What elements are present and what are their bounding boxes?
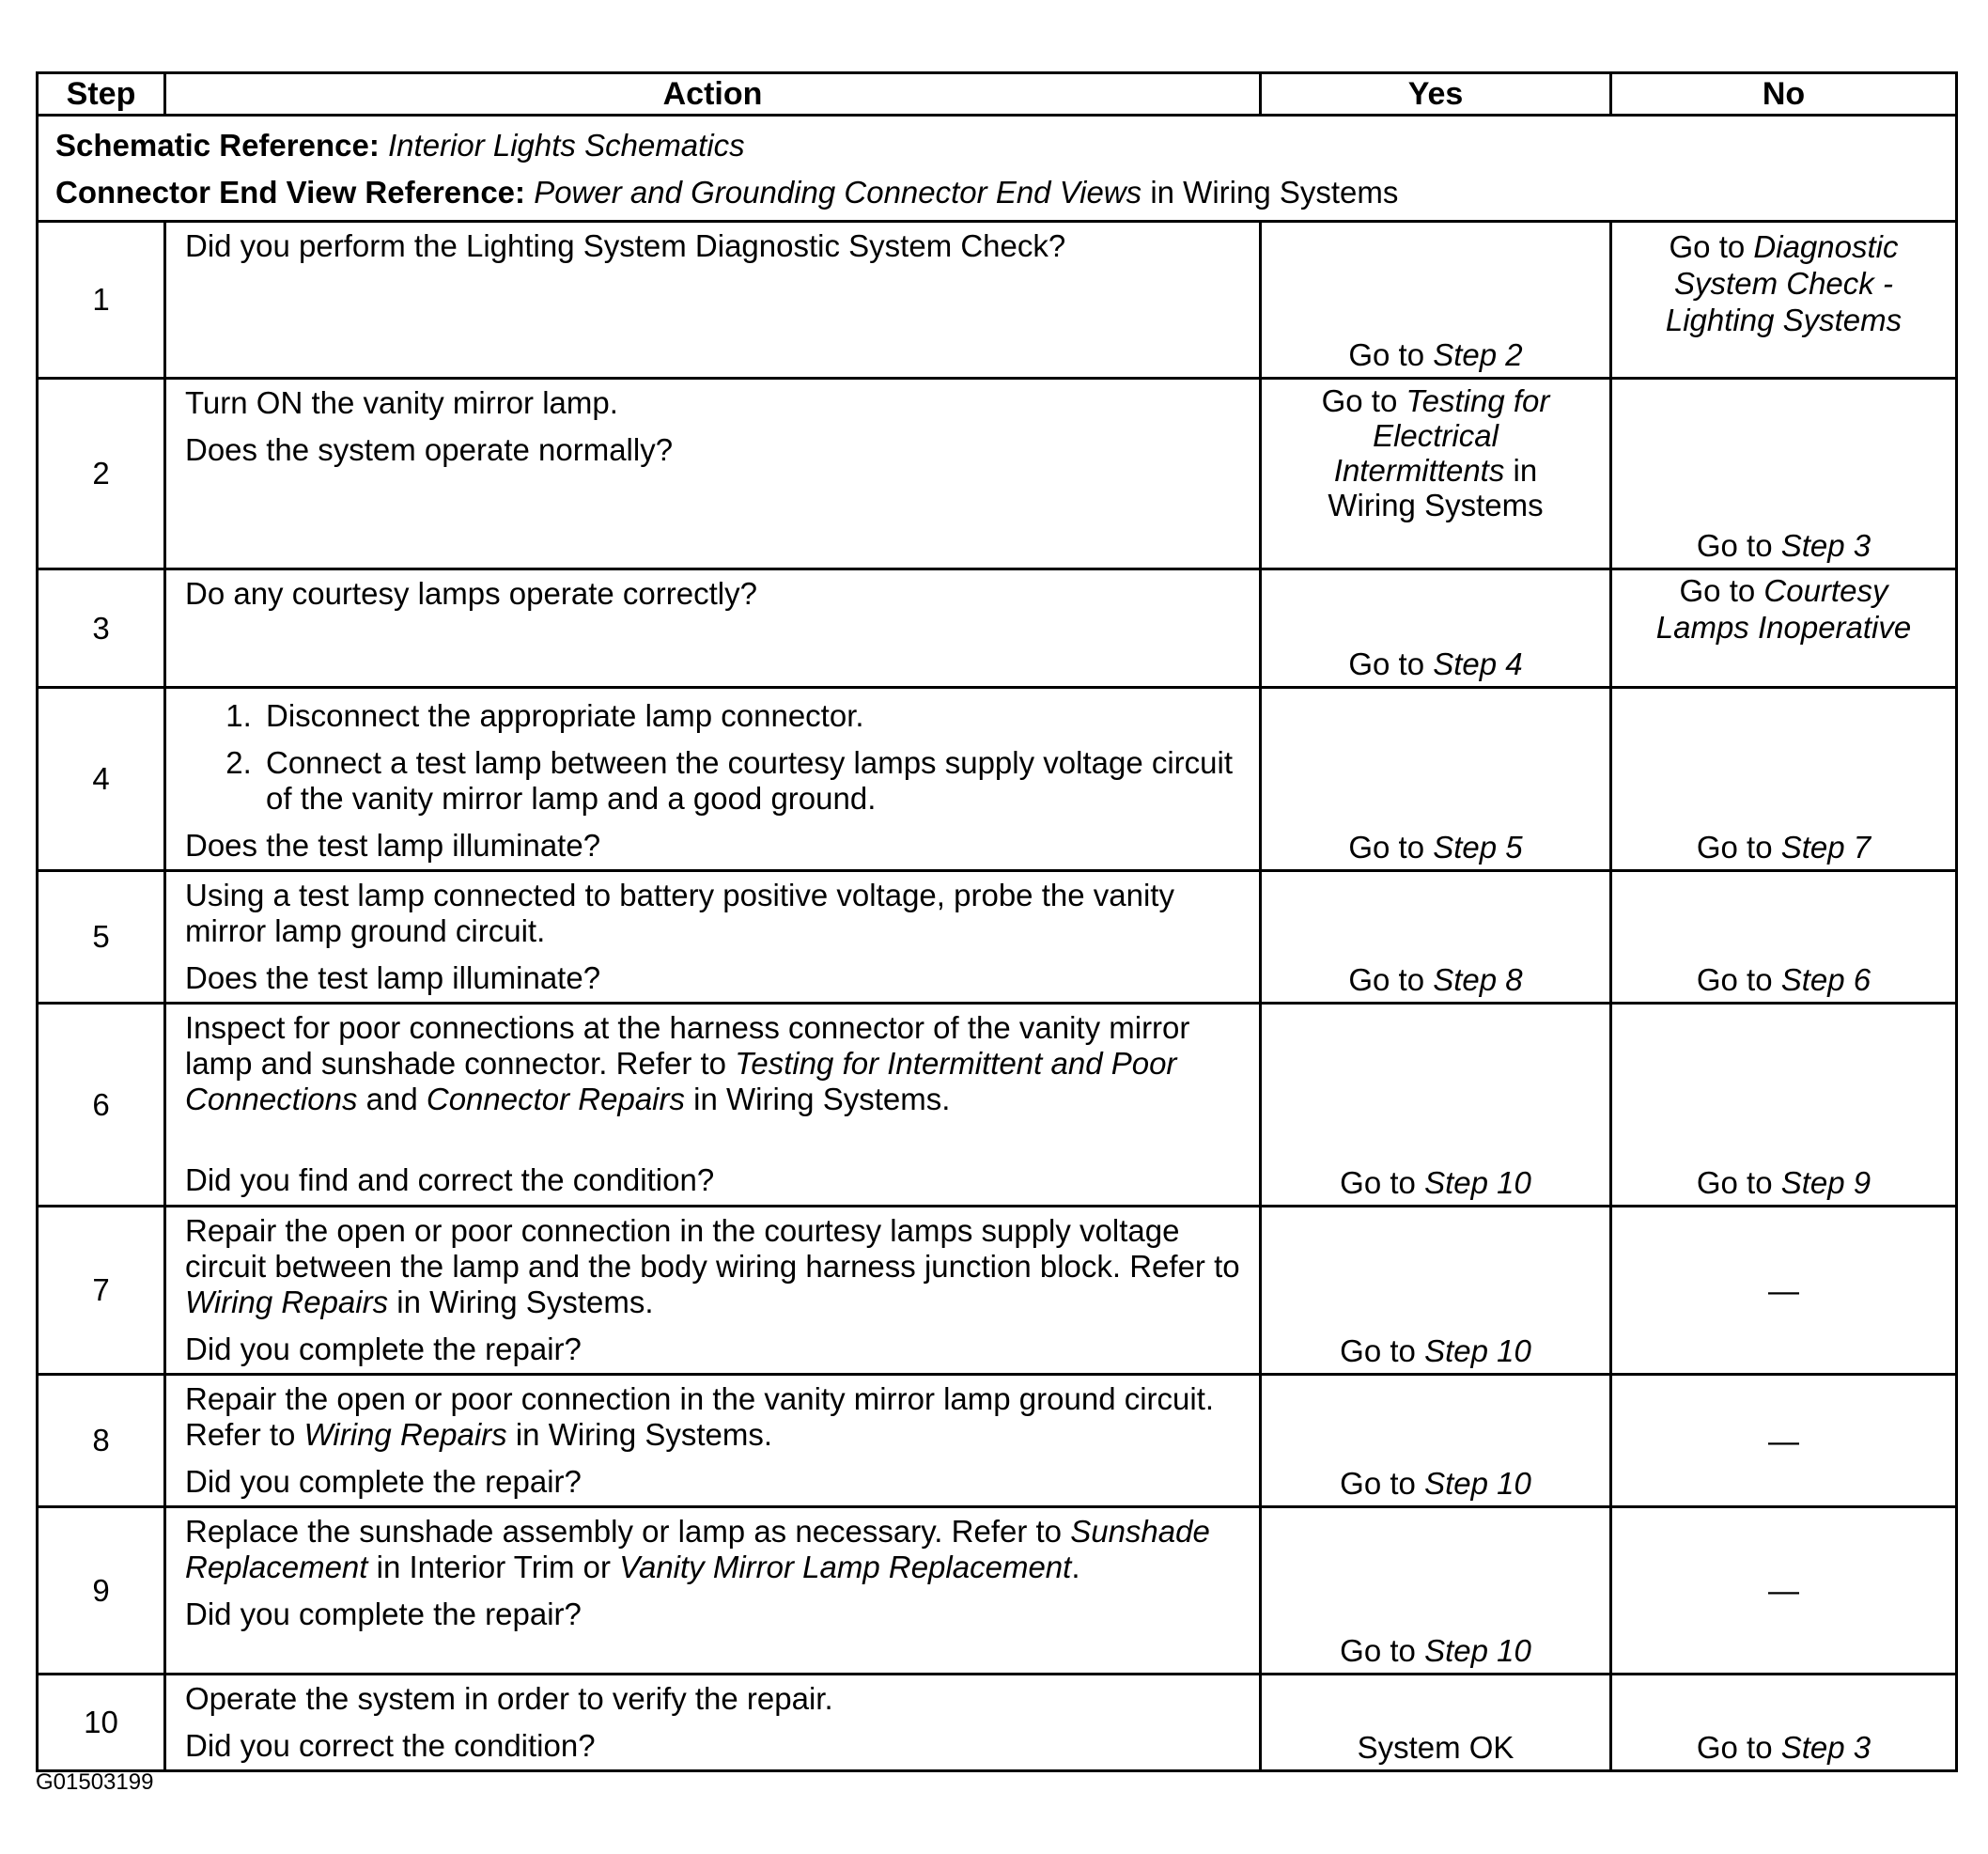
action-cell (165, 1507, 1261, 1675)
yes-link[interactable]: Step 10 (1424, 1333, 1531, 1368)
reference-row (38, 116, 1957, 222)
action-text-part: in Wiring Systems. (515, 1417, 773, 1452)
no-prefix: Go to (1679, 573, 1756, 608)
action-link[interactable]: Vanity Mirror Lamp Replacement (619, 1550, 1072, 1584)
yes-prefix: Go to (1340, 1466, 1416, 1501)
no-prefix: Go to (1696, 1730, 1773, 1765)
yes-prefix: Go to (1348, 830, 1425, 865)
action-text: Do any courtesy lamps operate correctly? (185, 576, 757, 611)
yes-cell (1261, 1507, 1611, 1675)
action-cell (165, 688, 1261, 871)
no-prefix: Go to (1696, 830, 1773, 865)
step-number: 1 (38, 222, 165, 379)
no-cell (1611, 1207, 1957, 1375)
action-text (185, 1514, 1248, 1585)
yes-cell (1261, 569, 1611, 688)
yes-suffix: in Wiring Systems (1328, 453, 1544, 522)
yes-prefix: Go to (1348, 337, 1425, 372)
action-cell (165, 379, 1261, 569)
action-text-part: Inspect for poor connections at the harness connector of the vanity mirror lamp and sunshade connector. Refer to (185, 1010, 1190, 1081)
step-number: 6 (38, 1004, 165, 1207)
yes-result: System OK (1357, 1730, 1514, 1765)
step-number: 3 (38, 569, 165, 688)
no-cell (1611, 379, 1957, 569)
no-cell (1611, 1675, 1957, 1771)
schematic-reference (55, 122, 1938, 169)
action-text-part: in Wiring Systems. (693, 1082, 951, 1116)
header-step: Step (38, 73, 165, 116)
yes-link[interactable]: Step 2 (1433, 337, 1523, 372)
procedure-list (185, 698, 1248, 817)
step-number: 9 (38, 1507, 165, 1675)
no-dash: — (1768, 1272, 1799, 1308)
no-prefix: Go to (1669, 229, 1746, 264)
yes-prefix: Go to (1340, 1333, 1416, 1368)
yes-link[interactable]: Step 10 (1424, 1466, 1531, 1501)
action-question: Did you complete the repair? (185, 1332, 582, 1366)
table-row (38, 222, 1957, 379)
no-cell (1611, 1375, 1957, 1507)
action-link[interactable]: Testing for Intermittent and Poor Connections (185, 1046, 1177, 1116)
yes-link[interactable]: Step 5 (1433, 830, 1523, 865)
yes-prefix: Go to (1348, 647, 1425, 681)
action-cell (165, 871, 1261, 1004)
table-row (38, 688, 1957, 871)
action-text: Did you perform the Lighting System Diagnostic System Check? (185, 228, 1066, 263)
table-row (38, 379, 1957, 569)
no-cell (1611, 688, 1957, 871)
action-text-part: in Interior Trim or (376, 1550, 612, 1584)
no-prefix: Go to (1696, 962, 1773, 997)
action-question: Does the test lamp illuminate? (185, 960, 601, 995)
diagnostic-table (36, 71, 1958, 1772)
yes-cell (1261, 688, 1611, 871)
step-number: 8 (38, 1375, 165, 1507)
header-no: No (1611, 73, 1957, 116)
step-number: 4 (38, 688, 165, 871)
header-action: Action (165, 73, 1261, 116)
action-cell (165, 1375, 1261, 1507)
no-link[interactable]: Step 7 (1780, 830, 1872, 865)
yes-link[interactable]: Step 10 (1424, 1633, 1531, 1668)
no-prefix: Go to (1696, 528, 1773, 563)
action-question: Did you find and correct the condition? (185, 1162, 715, 1197)
yes-cell (1261, 1375, 1611, 1507)
yes-link[interactable]: Step 10 (1424, 1165, 1531, 1200)
no-link[interactable]: Step 3 (1780, 528, 1872, 563)
yes-link[interactable]: Step 4 (1433, 647, 1523, 681)
action-link[interactable]: Wiring Repairs (185, 1285, 389, 1319)
action-text: Turn ON the vanity mirror lamp. (185, 385, 618, 420)
yes-cell (1261, 379, 1611, 569)
action-cell (165, 1207, 1261, 1375)
yes-cell (1261, 1207, 1611, 1375)
table-row (38, 1004, 1957, 1207)
connector-reference-label: Connector End View Reference: (55, 175, 526, 210)
action-link[interactable]: Wiring Repairs (303, 1417, 507, 1452)
connector-reference-suffix: in Wiring Systems (1150, 175, 1399, 210)
action-text-part: in Wiring Systems. (396, 1285, 654, 1319)
step-number: 5 (38, 871, 165, 1004)
step-number: 2 (38, 379, 165, 569)
yes-prefix: Go to (1340, 1165, 1416, 1200)
action-text-part: . (1071, 1550, 1080, 1584)
action-cell (165, 1004, 1261, 1207)
action-text-part: Repair the open or poor connection in the courtesy lamps supply voltage circuit between the lamp and the body wiring harness junction block. Refer to (185, 1213, 1240, 1284)
header-row (38, 73, 1957, 116)
action-text: Operate the system in order to verify the repair. (185, 1681, 833, 1716)
action-text (185, 1213, 1248, 1320)
yes-prefix: Go to (1348, 962, 1425, 997)
step-number: 7 (38, 1207, 165, 1375)
action-text (185, 1010, 1248, 1117)
action-text: Using a test lamp connected to battery positive voltage, probe the vanity mirror lamp ground circuit. (185, 878, 1174, 948)
action-question: Did you complete the repair? (185, 1597, 582, 1631)
action-cell (165, 1675, 1261, 1771)
table-row (38, 569, 1957, 688)
no-link[interactable]: Step 6 (1780, 962, 1872, 997)
procedure-item: 2. Connect a test lamp between the courtesy lamps supply voltage circuit of the vanity mirror lamp and a good ground. (260, 745, 1248, 817)
action-question: Did you correct the condition? (185, 1728, 596, 1763)
no-cell (1611, 569, 1957, 688)
yes-prefix: Go to (1321, 383, 1398, 418)
yes-cell (1261, 1675, 1611, 1771)
header-yes: Yes (1261, 73, 1611, 116)
table-row (38, 871, 1957, 1004)
procedure-item: 1. Disconnect the appropriate lamp connector. (260, 698, 1248, 734)
no-cell (1611, 222, 1957, 379)
action-text-part: and (365, 1082, 418, 1116)
action-question: Does the system operate normally? (185, 432, 674, 467)
action-text-part: Replace the sunshade assembly or lamp as necessary. Refer to (185, 1514, 1063, 1549)
step-number: 10 (38, 1675, 165, 1771)
schematic-reference-link[interactable]: Interior Lights Schematics (388, 128, 745, 163)
yes-cell (1261, 871, 1611, 1004)
table-row (38, 1207, 1957, 1375)
no-cell (1611, 871, 1957, 1004)
action-question: Did you complete the repair? (185, 1464, 582, 1499)
yes-cell (1261, 1004, 1611, 1207)
no-dash: — (1768, 1423, 1799, 1458)
table-row (38, 1675, 1957, 1771)
no-dash: — (1768, 1573, 1799, 1608)
no-link[interactable]: Diagnostic System Check - Lighting Systems (1665, 229, 1903, 337)
yes-cell (1261, 222, 1611, 379)
connector-reference (55, 169, 1938, 216)
action-link[interactable]: Connector Repairs (426, 1082, 685, 1116)
action-question: Does the test lamp illuminate? (185, 828, 601, 863)
no-link[interactable]: Step 9 (1780, 1165, 1872, 1200)
no-cell (1611, 1507, 1957, 1675)
no-link[interactable]: Courtesy Lamps Inoperative (1655, 573, 1912, 645)
table-row (38, 1375, 1957, 1507)
action-text-part: Repair the open or poor connection in the vanity mirror lamp ground circuit. Refer to (185, 1381, 1215, 1452)
action-cell (165, 569, 1261, 688)
schematic-reference-label: Schematic Reference: (55, 128, 380, 163)
connector-reference-link[interactable]: Power and Grounding Connector End Views (534, 175, 1142, 210)
figure-id: G01503199 (36, 1769, 154, 1795)
no-link[interactable]: Step 3 (1780, 1730, 1872, 1765)
action-link[interactable]: Sunshade Replacement (185, 1514, 1210, 1584)
yes-link[interactable]: Step 8 (1433, 962, 1523, 997)
action-text (185, 1381, 1248, 1453)
no-cell (1611, 1004, 1957, 1207)
action-cell (165, 222, 1261, 379)
yes-prefix: Go to (1340, 1633, 1416, 1668)
no-prefix: Go to (1696, 1165, 1773, 1200)
table-row (38, 1507, 1957, 1675)
yes-link[interactable]: Testing for Electrical Intermittents (1333, 383, 1550, 488)
